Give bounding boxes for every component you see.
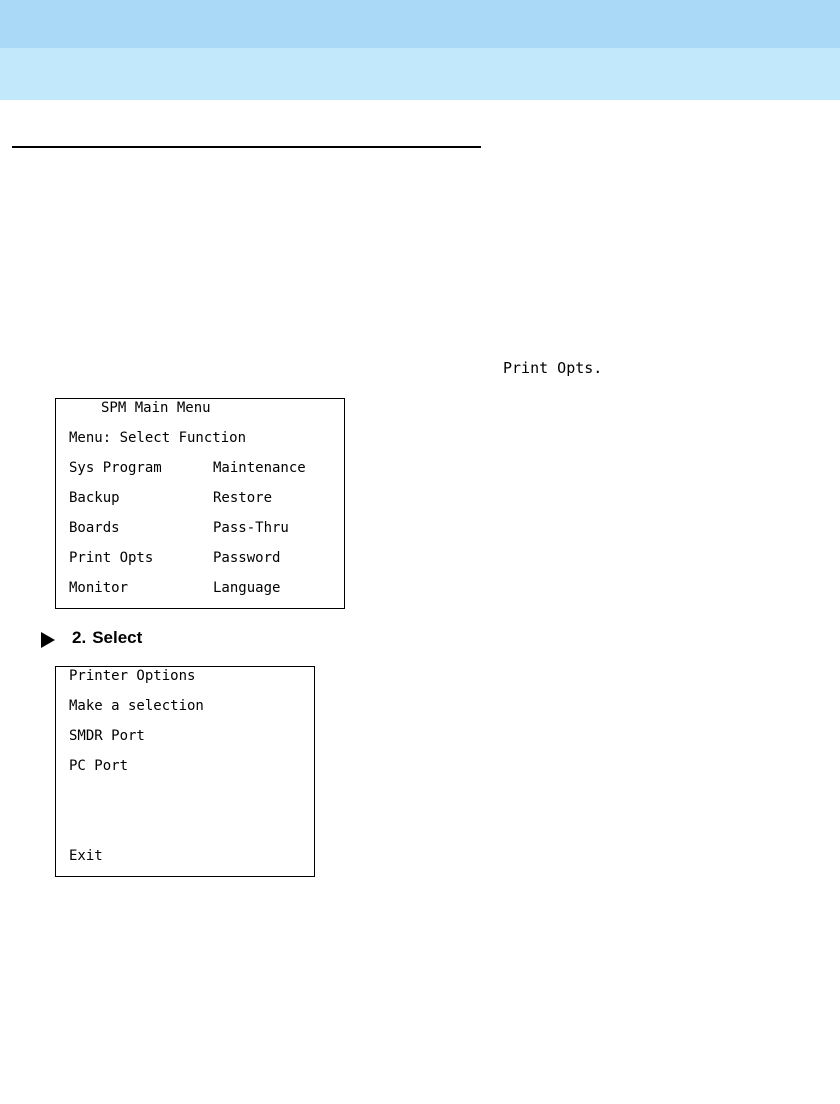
menu-option-maintenance[interactable]: Maintenance bbox=[213, 460, 306, 476]
step-verb: Select bbox=[92, 628, 143, 647]
menu-option-pc-port[interactable]: PC Port bbox=[69, 758, 129, 774]
spm-main-menu-screen bbox=[55, 398, 345, 609]
menu-option-monitor[interactable]: Monitor bbox=[69, 580, 129, 596]
section-rule bbox=[12, 146, 481, 148]
screen-prompt: Menu: Select Function bbox=[69, 430, 247, 446]
header-band-bottom bbox=[0, 48, 840, 100]
screen-title: Printer Options bbox=[69, 668, 196, 684]
inline-option-reference: Print Opts. bbox=[503, 359, 603, 377]
menu-option-smdr-port[interactable]: SMDR Port bbox=[69, 728, 145, 744]
menu-option-pass-thru[interactable]: Pass-Thru bbox=[213, 520, 289, 536]
screen-title: SPM Main Menu bbox=[101, 400, 211, 416]
menu-option-backup[interactable]: Backup bbox=[69, 490, 120, 506]
menu-option-restore[interactable]: Restore bbox=[213, 490, 273, 506]
printer-options-screen bbox=[55, 666, 315, 877]
menu-option-boards[interactable]: Boards bbox=[69, 520, 120, 536]
menu-option-exit[interactable]: Exit bbox=[69, 848, 103, 864]
step-number: 2. bbox=[72, 628, 87, 647]
menu-option-print-opts[interactable]: Print Opts bbox=[69, 550, 154, 566]
menu-option-sys-program[interactable]: Sys Program bbox=[69, 460, 162, 476]
step-heading bbox=[41, 627, 142, 649]
screen-prompt: Make a selection bbox=[69, 698, 204, 714]
menu-option-language[interactable]: Language bbox=[213, 580, 281, 596]
step-arrow-icon bbox=[41, 632, 55, 648]
menu-option-password[interactable]: Password bbox=[213, 550, 281, 566]
header-band-top bbox=[0, 0, 840, 48]
